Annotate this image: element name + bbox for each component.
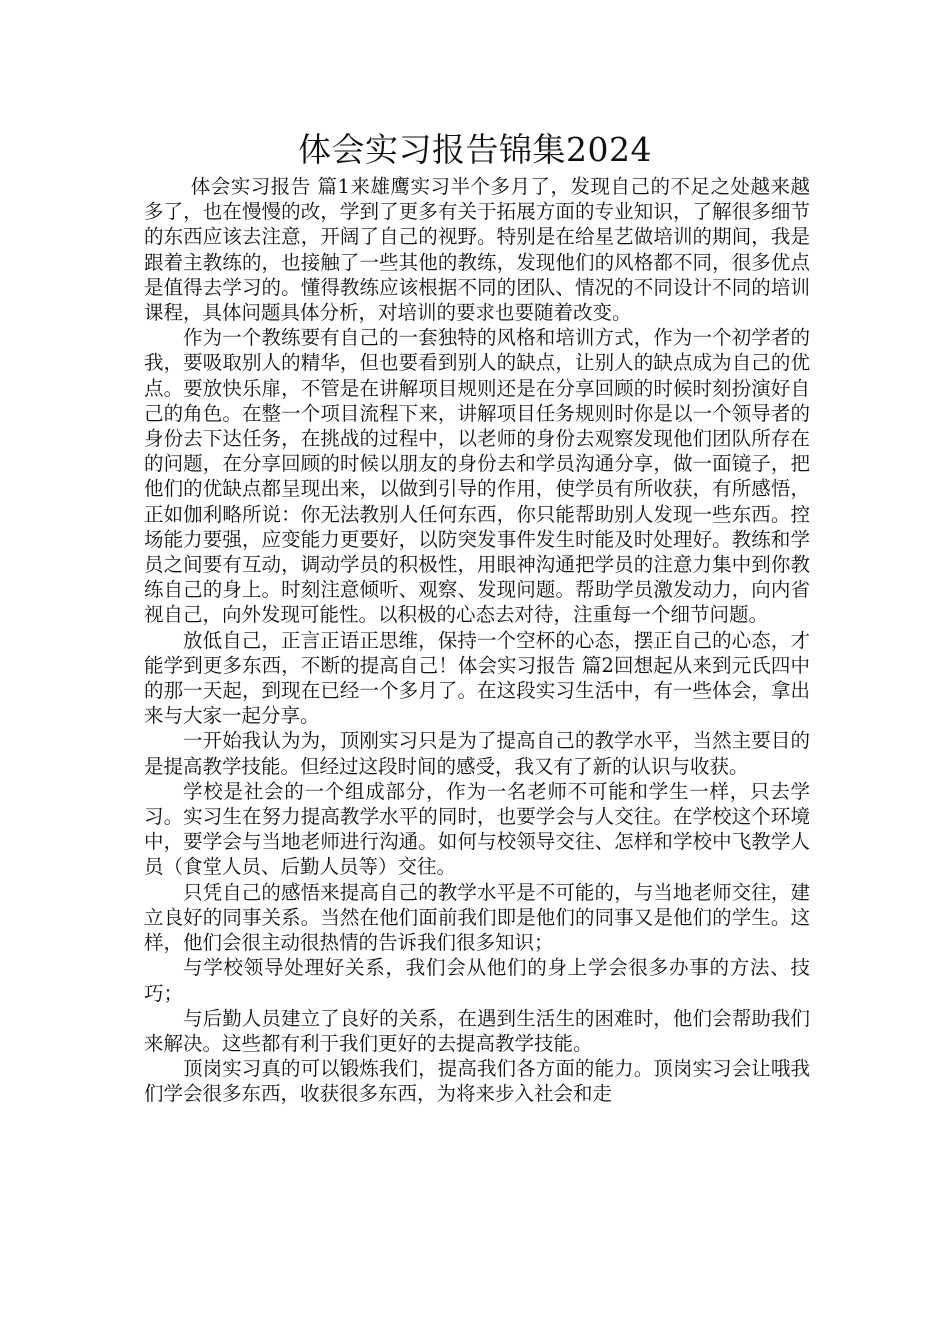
paragraph: 学校是社会的一个组成部分，作为一名老师不可能和学生一样，只去学习。实习生在努力提高教学水平的同时，也要学会与人交往。在学校这个环境中，要学会与当地老师进行沟通。如何与校领导交往、怎样和学校中飞教学人员（食堂人员、后勤人员等）交往。 — [144, 779, 810, 879]
paragraph: 一开始我认为为，顶刚实习只是为了提高自己的教学水平，当然主要目的是提高教学技能。但经过这段时间的感受，我又有了新的认识与收获。 — [144, 729, 810, 778]
document-title: 体会实习报告锦集2024 — [298, 130, 652, 169]
paragraph: 与后勤人员建立了良好的关系，在遇到生活生的困难时，他们会帮助我们来解决。这些都有利于我们更好的去提高教学技能。 — [144, 1006, 810, 1055]
paragraph: 作为一个教练要有自己的一套独特的风格和培训方式，作为一个初学者的我，要吸取别人的精华，但也要看到别人的缺点，让别人的缺点成为自己的优点。要放快乐扉，不管是在讲解项目规则还是在分享回顾的时候时刻扮演好自己的角色。在整一个项目流程下来，讲解项目任务规则时你是以一个领导者的身份去下达任务，在挑战的过程中，以老师的身份去观察发现他们团队所存在的问题，在分享回顾的时候以朋友的身份去和学员沟通分享，做一面镜子，把他们的优缺点都呈现出来，以做到引导的作用，使学员有所收获，有所感悟，正如伽利略所说：你无法教别人任何东西，你只能帮助别人发现一些东西。控场能力要强，应变能力更要好，以防突发事件发生时能及时处理好。教练和学员之间要有互动，调动学员的积极性，用眼神沟通把学员的注意力集中到你教练自己的身上。时刻注意倾听、观察、发现问题。帮助学员激发动力，向内省视自己，向外发现可能性。以积极的心态去对待，注重每一个细节问题。 — [144, 326, 810, 627]
paragraph: 放低自己，正言正语正思维，保持一个空杯的心态，摆正自己的心态，才能学到更多东西，不断的提高自己！体会实习报告 篇2回想起从来到元氏四中的那一天起，到现在已经一个多月了。在这段实习生活中，有一些体会，拿出来与大家一起分享。 — [144, 628, 810, 728]
paragraph: 体会实习报告 篇1来雄鹰实习半个多月了，发现自己的不足之处越来越多了，也在慢慢的改，学到了更多有关于拓展方面的专业知识，了解很多细节的东西应该去注意，开阔了自己的视野。特别是在给星艺做培训的期间，我是跟着主教练的，也接触了一些其他的教练，发现他们的风格都不同，很多优点是值得去学习的。懂得教练应该根据不同的团队、情况的不同设计不同的培训课程，具体问题具体分析，对培训的要求也要随着改变。 — [144, 175, 810, 325]
paragraph: 与学校领导处理好关系，我们会从他们的身上学会很多办事的方法、技巧； — [144, 956, 810, 1005]
paragraph: 只凭自己的感悟来提高自己的教学水平是不可能的，与当地老师交往，建立良好的同事关系。当然在他们面前我们即是他们的同事又是他们的学生。这样，他们会很主动很热情的告诉我们很多知识； — [144, 880, 810, 955]
paragraph: 顶岗实习真的可以锻炼我们，提高我们各方面的能力。顶岗实习会让哦我们学会很多东西，收获很多东西，为将来步入社会和走 — [144, 1057, 810, 1106]
document-body — [144, 174, 810, 1107]
